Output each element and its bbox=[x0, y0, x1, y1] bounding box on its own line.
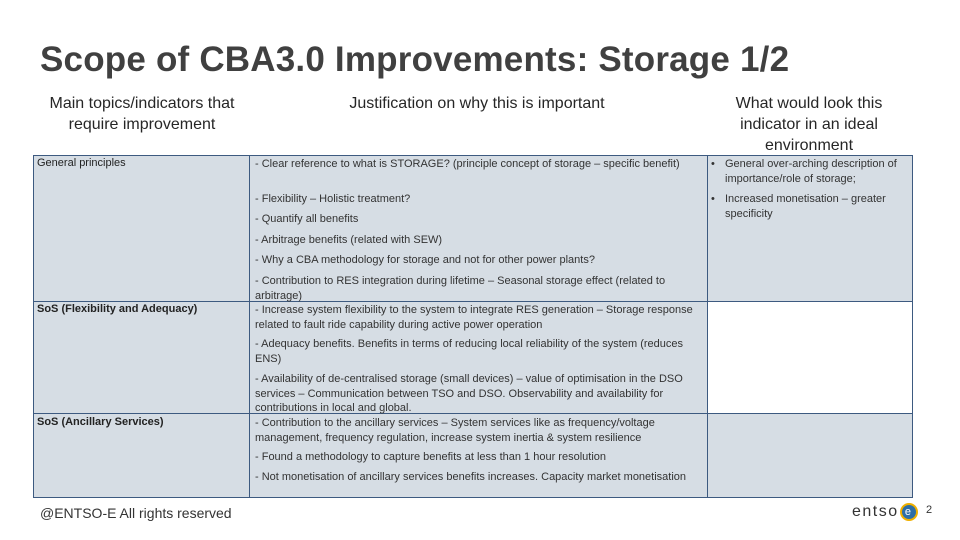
page-number: 2 bbox=[926, 504, 933, 516]
cell-sos-anc-ideal bbox=[707, 413, 913, 498]
row-label-sos-flexibility: SoS (Flexibility and Adequacy) bbox=[37, 303, 198, 315]
row-label-sos-ancillary: SoS (Ancillary Services) bbox=[37, 416, 164, 428]
justification-item: - Availability of de-centralised storage (small devices) – value of optimisation in the DSO services – Communication between TSO and DSO. Observability and availability for contributions in local and global. bbox=[255, 373, 683, 414]
justification-item: - Contribution to the ancillary services – System services like as frequency/voltage management, frequency regulation, increase system inertia & system resilience bbox=[255, 417, 655, 444]
row-label-general: General principles bbox=[37, 157, 126, 169]
justification-item: - Found a methodology to capture benefits at less than 1 hour resolution bbox=[255, 451, 606, 463]
logo-e-icon: e bbox=[900, 503, 918, 521]
justification-item: - Contribution to RES integration during lifetime – Seasonal storage effect (related to arbitrage) bbox=[255, 275, 666, 302]
cell-general-topic bbox=[33, 155, 250, 302]
justification-item: - Quantify all benefits bbox=[255, 213, 359, 225]
justification-item: - Increase system flexibility to the system to integrate RES generation – Storage response related to fault ride capability during active power operation bbox=[255, 304, 693, 331]
cell-sos-flex-ideal bbox=[707, 301, 913, 414]
justification-item: - Adequacy benefits. Benefits in terms of reducing local reliability of the system (reduces ENS) bbox=[255, 338, 683, 365]
justification-item: - Flexibility – Holistic treatment? bbox=[255, 193, 411, 205]
ideal-bullet: • General over-arching description of importance/role of storage; bbox=[709, 157, 913, 186]
justification-item: - Arbitrage benefits (related with SEW) bbox=[255, 234, 443, 246]
copyright-footer: @ENTSO-E All rights reserved bbox=[40, 505, 232, 521]
justification-item: - Why a CBA methodology for storage and not for other power plants? bbox=[255, 254, 595, 266]
logo-text: entso bbox=[852, 503, 899, 520]
ideal-bullet: • Increased monetisation – greater specificity bbox=[709, 192, 913, 221]
justification-item: - Clear reference to what is STORAGE? (principle concept of storage – specific benefit) bbox=[255, 158, 680, 170]
column-header-topics: Main topics/indicators that require improvement bbox=[49, 95, 235, 133]
column-header-ideal: What would look this indicator in an ideal environment bbox=[735, 95, 883, 154]
entsoe-logo bbox=[852, 503, 918, 521]
column-header-justification: Justification on why this is important bbox=[349, 95, 605, 112]
cell-sos-flex-topic bbox=[33, 301, 250, 414]
justification-item: - Not monetisation of ancillary services benefits increases. Capacity market monetisation bbox=[255, 471, 687, 483]
slide-title: Scope of CBA3.0 Improvements: Storage 1/2 bbox=[40, 40, 790, 79]
